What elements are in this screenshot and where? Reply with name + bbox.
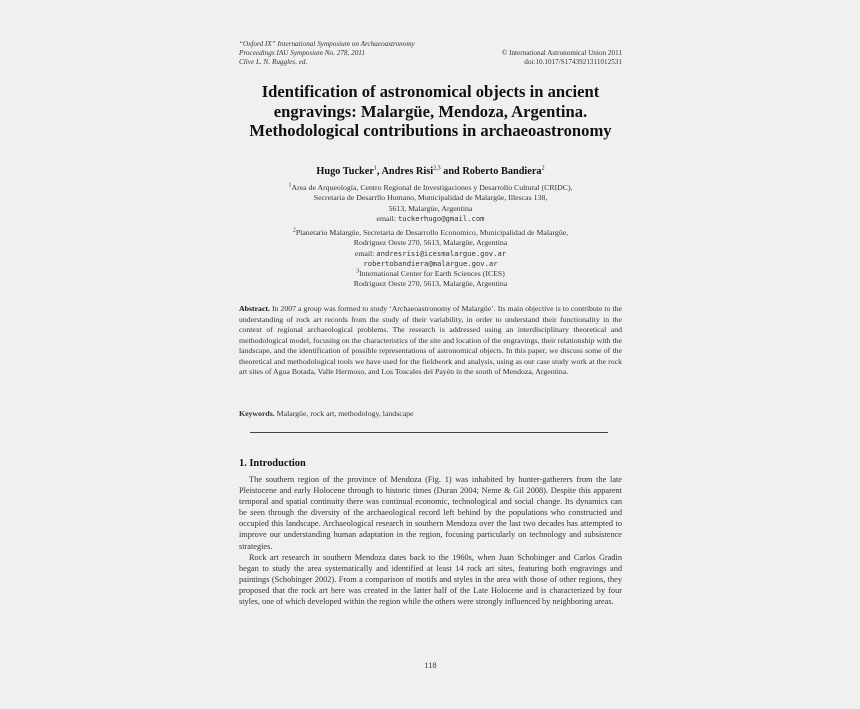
header-symposium: “Oxford IX” International Symposium on Archaeoastronomy bbox=[239, 40, 415, 48]
header-right bbox=[502, 49, 622, 67]
affiliation-line: 5613, Malargüe, Argentina bbox=[388, 203, 473, 213]
author-separator: and bbox=[440, 166, 463, 177]
header-copyright: © International Astronomical Union 2011 bbox=[501, 49, 622, 57]
section-divider bbox=[250, 432, 608, 433]
affiliation-2 bbox=[239, 228, 622, 269]
email-address: tuckerhugo@gmail.com bbox=[397, 213, 485, 223]
author-name: Roberto Bandiera bbox=[462, 166, 542, 177]
page-number: 118 bbox=[424, 661, 437, 670]
affiliation-line: Secretaria de Desarrllo Humano, Municipalidad de Malargüe, Illescas 138, bbox=[313, 193, 548, 203]
affiliation-superscript: 3 bbox=[356, 268, 360, 275]
header-proceedings: Proceedings IAU Symposium No. 278, 2011 bbox=[239, 49, 365, 57]
author-name: Andres Risi bbox=[381, 166, 434, 177]
header-doi: doi:10.1017/S1743921311012531 bbox=[524, 58, 622, 66]
author-name: Hugo Tucker bbox=[316, 166, 374, 177]
abstract-text: In 2007 a group was formed to study ‘Archaeoastronomy of Malargüe’. Its main objective is to contribute to the understanding of rock art records from the study of their variability, in order to understand their functionality in the context of regional archaeological problems. The research is addressed using an interdisciplinary theoretical and methodological model, focusing on the characteristics of the site and location of the engravings, their relationship with the landscape, and the identification of possible representations of astronomical objects. In this paper, we discuss some of the theoretical and methodological tools we have used for the fieldwork and analysis, using as our case study work at the rock art sites of Agua Botada, Valle Hermoso, and Los Toscales del Payén in the south of Mendoza, Argentina. bbox=[239, 304, 622, 376]
author-superscript: 2,3 bbox=[433, 165, 441, 172]
paragraph: Rock art research in southern Mendoza dates back to the 1960s, when Juan Schobinger and Carlos Gradin began to study the area systematically and identified at least 14 rock art sites, featuring both engravings and paintings (Schobinger 2002). From a comparison of motifs and styles in the area with those of other regions, they proposed that the rock art here was created in the latter half of the Late Holocene and is characterized by four styles, one of which developed within the region while the others were strongly influenced by neighboring areas. bbox=[239, 552, 622, 607]
author-superscript: 1 bbox=[373, 165, 377, 172]
keywords bbox=[239, 409, 622, 418]
section-heading: 1. Introduction bbox=[239, 458, 306, 469]
affiliation-3 bbox=[239, 269, 622, 290]
running-header bbox=[239, 40, 622, 67]
paragraph: The southern region of the province of Mendoza (Fig. 1) was inhabited by hunter-gatherers from the late Pleistocene and early Holocene through to historic times (Duran 2004; Neme & Gil 2008). Despite this apparent temporal and spatial continuity there was continual economic, technological and social change. Its dynamics can be seen through the diversity of the archaeological record left behind by the populations who constructed and occupied this landscape. Archaeological research in southern Mendoza over the last two decades has attempted to improve our understanding human adaptation in the region, focusing particularly on technology and subsistence strategies. bbox=[239, 475, 622, 551]
email-address: robertobandiera@malargue.gov.ar bbox=[363, 258, 498, 268]
email-address: andresrisi@icesmalargue.gov.ar bbox=[376, 248, 507, 258]
author-separator: , bbox=[376, 166, 382, 177]
keywords-label: Keywords. bbox=[239, 409, 275, 418]
email-label: email: bbox=[354, 248, 377, 258]
affiliation-line: Area de Arqueología, Centro Regional de Investigaciones y Desarrollo Cultural (CRIDC), bbox=[291, 183, 573, 192]
affiliation-line: International Center for Earth Sciences (ICES) bbox=[359, 269, 505, 278]
abstract-label: Abstract. bbox=[239, 304, 270, 313]
affiliation-line: Planetario Malargüe, Secretaria de Desarrollo Economico, Municipalidad de Malargüe, bbox=[295, 228, 569, 237]
header-editor: Clive L. N. Ruggles, ed. bbox=[239, 58, 308, 66]
body-text bbox=[239, 474, 622, 607]
email-label: email: bbox=[376, 213, 398, 223]
affiliation-line: Rodriguez Oeste 270, 5613, Malargüe, Argentina bbox=[353, 238, 508, 248]
paper-title: Identification of astronomical objects in ancient engravings: Malargüe, Mendoza, Argentina. Methodological contributions in archaeoastronomy bbox=[249, 82, 612, 140]
keywords-text: Malargüe, rock art, methodology, landscape bbox=[274, 409, 414, 418]
affiliation-1 bbox=[239, 183, 622, 224]
affiliation-superscript: 2 bbox=[292, 227, 296, 234]
author-superscript: 2 bbox=[541, 165, 545, 172]
abstract bbox=[239, 304, 622, 378]
affiliation-superscript: 1 bbox=[288, 182, 292, 189]
affiliation-line: Rodriguez Oeste 270, 5613, Malargüe, Argentina bbox=[353, 279, 508, 289]
author-list bbox=[239, 166, 622, 177]
